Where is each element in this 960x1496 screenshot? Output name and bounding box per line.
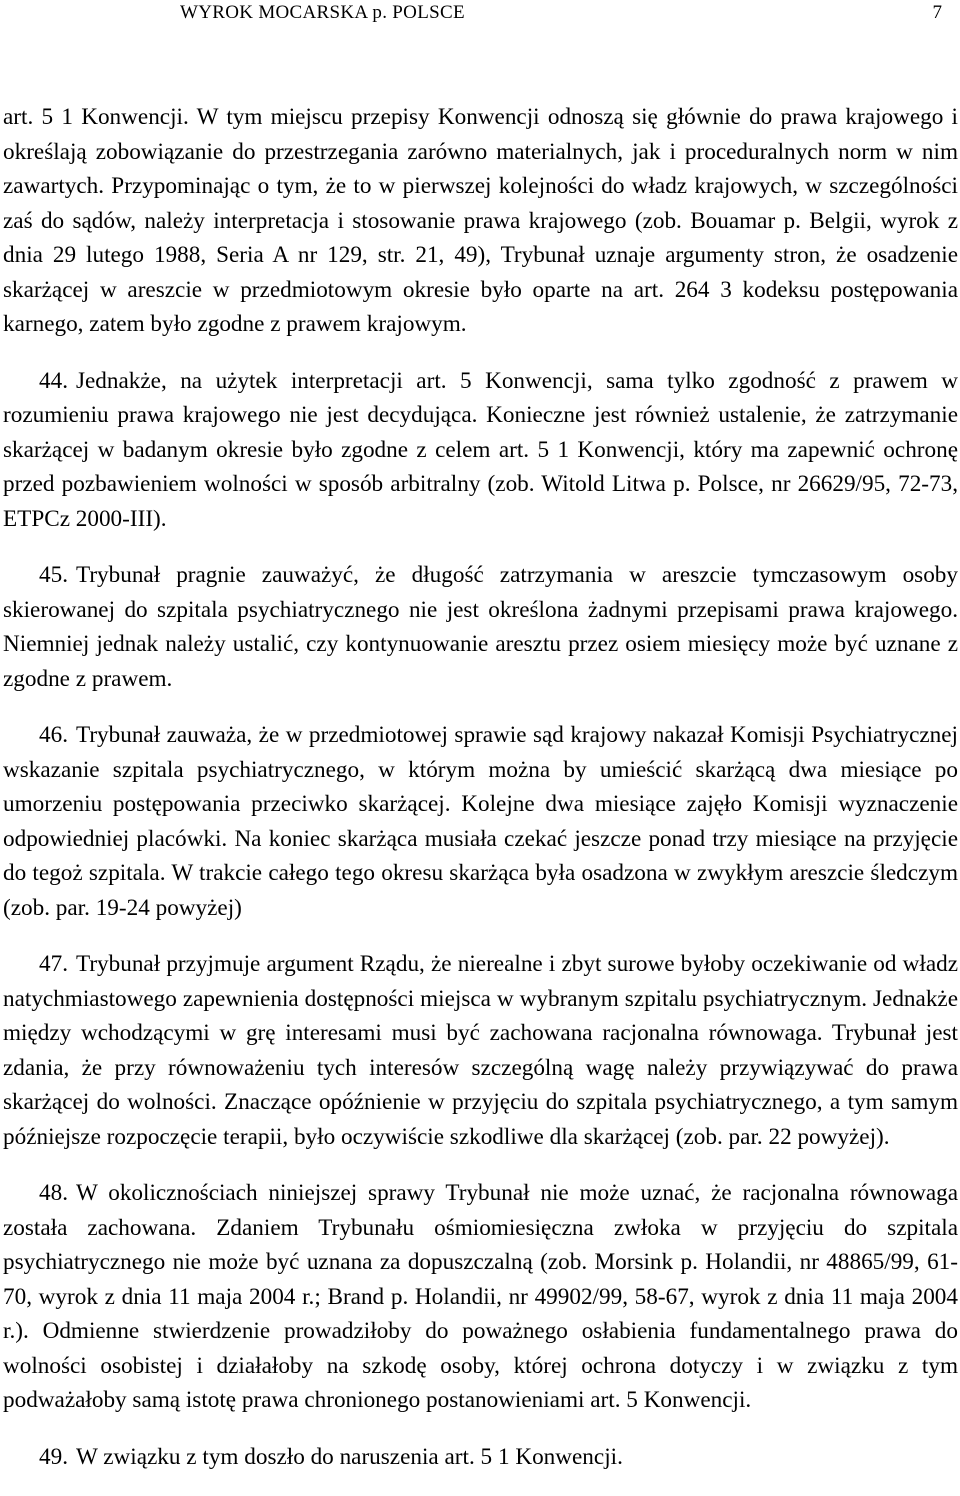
paragraph-text: Trybunał zauważa, że w przedmiotowej sprawie sąd krajowy nakazał Komisji Psychiatrycznej wskazanie szpitala psychiatrycznego, w którym można by umieścić skarżącą dwa miesiące po umorzeniu postępowania przeciwko skarżącej. Kolejne dwa miesiące zajęło Komisji wyznaczenie odpowiedniej placówki. Na koniec skarżąca musiała czekać jeszcze ponad trzy miesiące na przyjęcie do tegoż szpitala. W trakcie całego tego okresu skarżąca była osadzona w zwykłym areszcie śledczym (zob. par. 19-24 powyżej) (3, 722, 958, 921)
paragraph-continuation (3, 100, 958, 342)
paragraph-45 (3, 558, 958, 696)
paragraph-number: 44. (39, 367, 68, 394)
running-title: WYROK MOCARSKA p. POLSCE (180, 2, 465, 23)
paragraph-46 (3, 718, 958, 925)
paragraph-text: Trybunał pragnie zauważyć, że długość zatrzymania w areszcie tymczasowym osoby skierowanej do szpitala psychiatrycznego nie jest określona żadnymi przepisami prawa krajowego. Niemniej jednak należy ustalić, czy kontynuowanie aresztu przez osiem miesięcy może być uznane z zgodne z prawem. (3, 562, 958, 692)
paragraph-number: 46. (39, 722, 68, 748)
paragraph-text: Trybunał przyjmuje argument Rządu, że nierealne i zbyt surowe byłoby oczekiwanie od władz natychmiastowego zapewnienia dostępności miejsca w wybranym szpitalu psychiatrycznym. Jednakże między wchodzącymi w grę interesami musi być zachowana racjonalna równowaga. Trybunał jest zdania, że przy równoważeniu tych interesów szczególną wagę należy przywiązywać do prawa skarżącej do wolności. Znaczące opóźnienie w przyjęciu do szpitala psychiatrycznego, a tym samym późniejsze rozpoczęcie terapii, było oczywiście szkodliwe dla skarżącej (zob. par. 22 powyżej). (3, 951, 958, 1150)
paragraph-text: art. 5 1 Konwencji. W tym miejscu przepisy Konwencji odnoszą się głównie do prawa krajowego i określają zobowiązanie do przestrzegania zarówno materialnych, jak i proceduralnych norm w nim zawartych. Przypominając o tym, że to w pierwszej kolejności do władz krajowych, w szczególności zaś do sądów, należy interpretacja i stosowanie prawa krajowego (zob. Bouamar p. Belgii, wyrok z dnia 29 lutego 1988, Seria A nr 129, str. 21, 49), Trybunał uznaje argumenty stron, że osadzenie skarżącej w areszcie w przedmiotowym okresie było oparte na art. 264 3 kodeksu postępowania karnego, zatem było zgodne z prawem krajowym. (3, 104, 958, 337)
paragraph-text: W okolicznościach niniejszej sprawy Trybunał nie może uznać, że racjonalna równowaga została zachowana. Zdaniem Trybunału ośmiomiesięczna zwłoka w przyjęciu do szpitala psychiatrycznego nie może być uznana za dopuszczalną (zob. Morsink p. Holandii, nr 48865/99, 61-70, wyrok z dnia 11 maja 2004 r.; Brand p. Holandii, nr 49902/99, 58-67, wyrok z dnia 11 maja 2004 r.). Odmienne stwierdzenie prowadziłoby do poważnego osłabienia fundamentalnego prawa do wolności osobistej i działałoby na szkodę osoby, której ochrona dotyczy i w związku z tym podważałoby samą istotę prawa chronionego postanowieniami art. 5 Konwencji. (3, 1180, 958, 1413)
paragraph-44 (3, 364, 958, 537)
paragraph-number: 49. (39, 1443, 68, 1470)
paragraph-number: 45. (39, 562, 68, 588)
paragraph-number: 47. (39, 951, 68, 977)
paragraph-text: Jednakże, na użytek interpretacji art. 5 Konwencji, sama tylko zgodność z prawem w rozumieniu prawa krajowego nie jest decydująca. Konieczne jest również ustalenie, że zatrzymanie skarżącej w badanym okresie było zgodne z celem art. 5 1 Konwencji, który ma zapewnić ochronę przed pozbawieniem wolności w sposób arbitralny (zob. Witold Litwa p. Polsce, nr 26629/95, 72-73, ETPCz 2000-III). (3, 367, 958, 532)
page-header (0, 0, 960, 34)
paragraph-48 (3, 1176, 958, 1418)
paragraph-text: W związku z tym doszło do naruszenia art. 5 1 Konwencji. (75, 1443, 623, 1470)
paragraph-47 (3, 947, 958, 1154)
document-body (3, 100, 958, 1496)
page-number: 7 (932, 2, 942, 23)
paragraph-number: 48. (39, 1180, 68, 1206)
paragraph-49 (3, 1440, 958, 1475)
